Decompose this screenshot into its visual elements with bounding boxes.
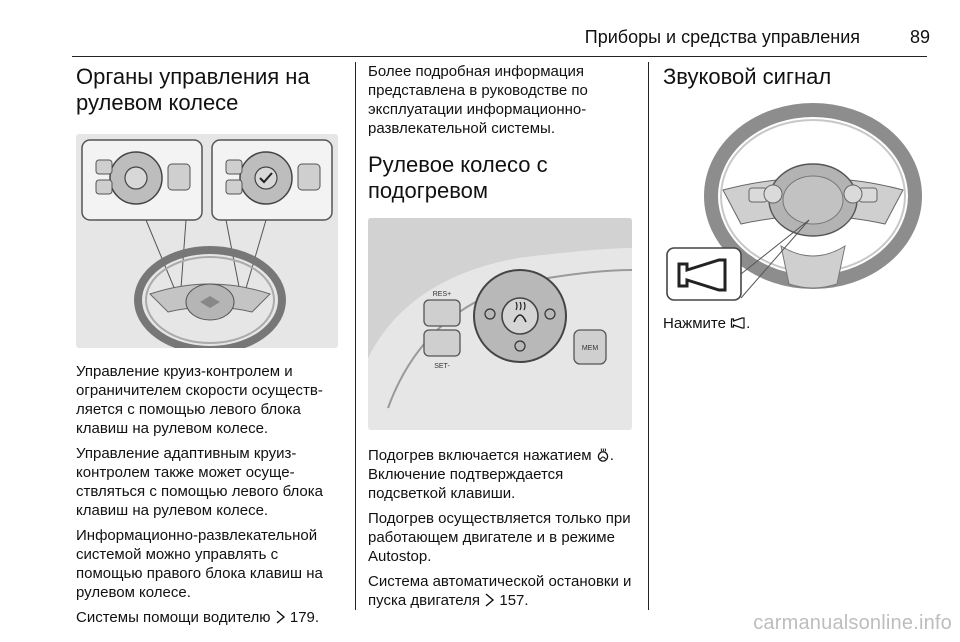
page-number: 89 [909, 27, 930, 47]
horn-icon [730, 317, 746, 329]
paragraph: Управление круиз-контролем и ограничителем скорости осуществляется с помощью левого блока клавиш на рулевом колесе. [76, 363, 323, 437]
button-label-set: SET- [434, 363, 450, 370]
heated-steering-wheel-figure [368, 218, 632, 430]
column-divider [355, 62, 356, 610]
paragraph: Управление адаптивным круиз-контролем также может осуществляться с помощью левого блока клавиш на рулевом колесе. [76, 445, 324, 519]
reference-text: Системы помощи водителю [76, 609, 271, 626]
triangle-xref-icon [484, 593, 495, 607]
header-rule [72, 56, 927, 57]
steering-heat-icon [596, 448, 610, 462]
horn-figure [663, 96, 928, 304]
column-1 [76, 62, 344, 633]
paragraph-with-reference: Система автоматической остановки и пуска двигателя 157. [368, 573, 632, 609]
page-reference-link[interactable]: 179 [289, 609, 315, 626]
button-label-res: RES+ [432, 291, 452, 298]
column-2 [368, 62, 636, 616]
section-title-horn: Звуковой сигнал [663, 64, 832, 89]
column-3 [663, 62, 928, 339]
paragraph-with-reference: Системы помощи водителю 179. [76, 609, 320, 626]
watermark: carmanualsonline.info [753, 612, 952, 634]
page-reference-link[interactable]: 157 [499, 592, 525, 609]
triangle-xref-icon [275, 610, 286, 624]
running-head: Приборы и средства управления [584, 27, 860, 47]
column-divider [648, 62, 649, 610]
paragraph: Подогрев осуществляется только при работающем двигателе и в режиме Autostop. [368, 510, 631, 565]
paragraph: Более подробная информация представлена в руководстве по эксплуатации информационно-развлекательной системы. [368, 63, 588, 137]
section-title-steering-controls: Органы управления на рулевом колесе [76, 64, 310, 115]
steering-wheel-controls-figure [76, 134, 338, 348]
paragraph-with-icon: Подогрев включается нажатием . Включение подтверждается подсветкой клавиши. [368, 447, 614, 502]
paragraph-with-icon: Нажмите . [663, 315, 751, 332]
button-label-mem: MEM [581, 345, 599, 352]
paragraph: Информационно-развлекательной системой можно управлять с помощью правого блока клавиш на рулевом колесе. [76, 527, 323, 601]
section-title-heated-steering: Рулевое колесо с подогревом [368, 152, 548, 203]
